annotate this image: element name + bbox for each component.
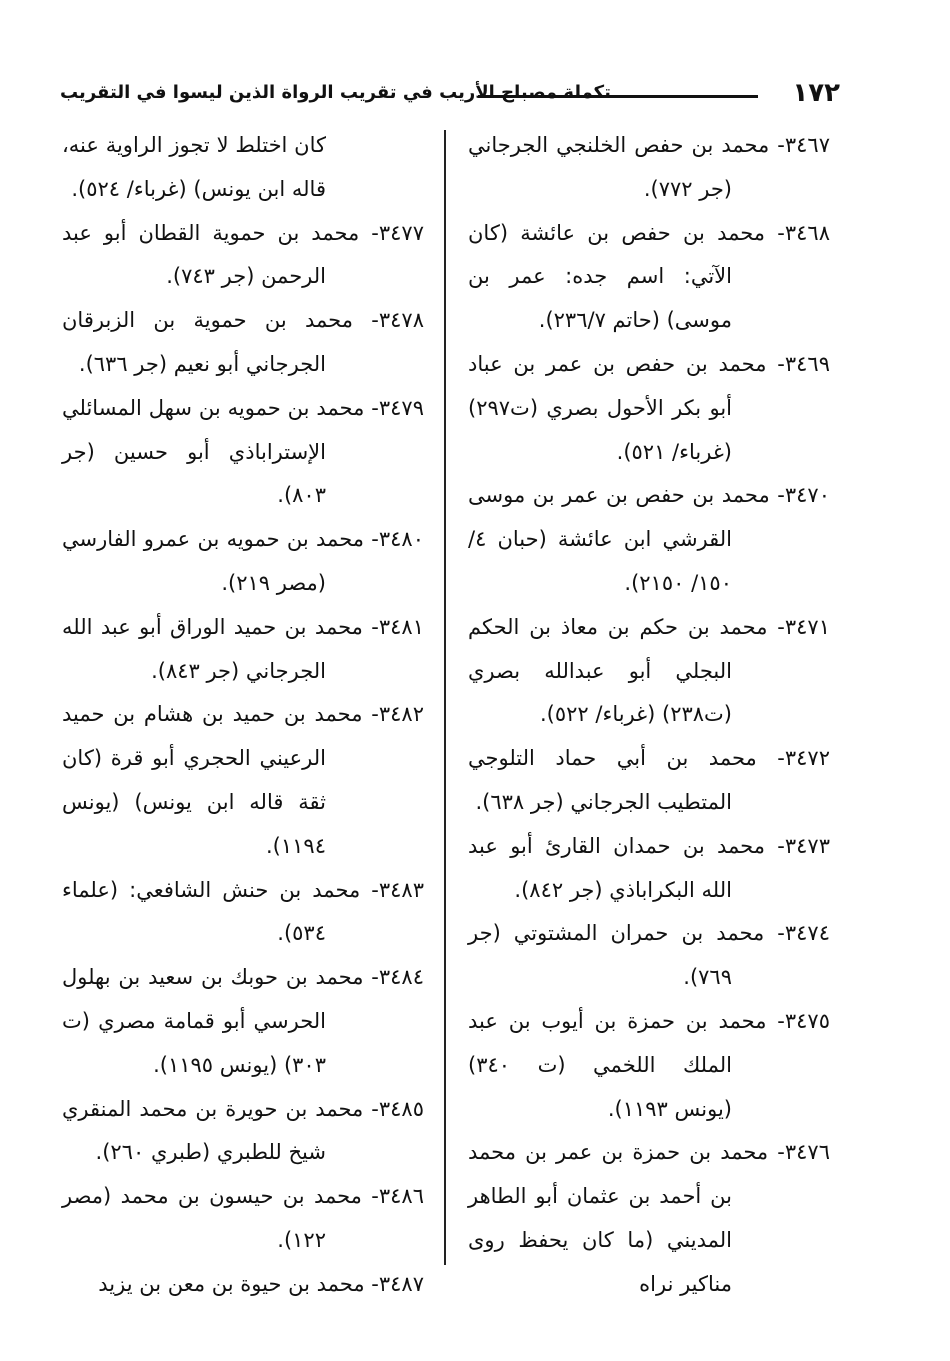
entry: ٣٤٧٣- محمد بن حمدان القارئ أبو عبد الله البكراباذي (جر ٨٤٢). [468, 833, 830, 902]
entry: ٣٤٧٨- محمد بن حموية بن الزبرقان الجرجاني أبو نعيم (جر ٦٣٦). [62, 308, 424, 376]
left-column [62, 124, 424, 1307]
entry: ٣٤٧٦- محمد بن حمزة بن عمر بن محمد بن أحمد بن عثمان أبو الطاهر المديني (ما كان يحفظ روى مناكير نراه [468, 1140, 830, 1296]
entry: ٣٤٧٩- محمد بن حمويه بن سهل المسائلي الإستراباذي أبو حسين (جر ٨٠٣). [62, 395, 424, 508]
column-divider [444, 130, 446, 1265]
entry: ٣٤٨٥- محمد بن حويرة بن محمد المنقري شيخ للطبري (طبري ٢٦٠). [62, 1096, 424, 1165]
entry: ٣٤٨١- محمد بن حميد الوراق أبو عبد الله الجرجاني (جر ٨٤٣). [62, 614, 424, 683]
entry: ٣٤٧١- محمد بن حكم بن معاذ بن الحكم البجلي أبو عبدالله بصري (ت٢٣٨) (غرباء/ ٥٢٢). [468, 614, 830, 727]
entry: ٣٤٧٥- محمد بن حمزة بن أيوب بن عبد الملك اللخمي (ت ٣٤٠) (يونس ١١٩٣). [468, 1008, 830, 1121]
entry: ٣٤٧٢- محمد بن أبي حماد التلوجي المتطيب الجرجاني (جر ٦٣٨). [468, 746, 830, 814]
entry: ٣٤٦٩- محمد بن حفص بن عمر بن عباد أبو بكر الأحول بصري (ت٢٩٧) (غرباء/ ٥٢١). [468, 351, 830, 464]
right-column [468, 124, 830, 1307]
entry: ٣٤٦٧- محمد بن حفص الخلنجي الجرجاني (جر ٧٧٢). [468, 133, 830, 201]
page-number: ١٧٢ [792, 78, 840, 108]
entry: ٣٤٨٣- محمد بن حنش الشافعي: (علماء ٥٣٤). [62, 877, 424, 946]
page-header [60, 78, 840, 114]
entry: ٣٤٦٨- محمد بن حفص بن عائشة (كان الآتي: اسم جده: عمر بن موسى) (حاتم ٢٣٦/٧). [468, 220, 830, 333]
entry: ٣٤٧٧- محمد بن حموية القطان أبو عبد الرحمن (جر ٧٤٣). [62, 220, 424, 289]
entry: ٣٤٨٦- محمد بن حيسون بن محمد (مصر ١٢٢). [62, 1184, 424, 1252]
entry: ٣٤٨٠- محمد بن حمويه بن عمرو الفارسي (مصر ٢١٩). [62, 527, 424, 595]
entry: ٣٤٧٠- محمد بن حفص بن عمر بن موسى القرشي ابن عائشة (حبان ٤/ ١٥٠/ ٢١٥٠). [468, 483, 830, 595]
entry: ٣٤٨٤- محمد بن حوبك بن سعيد بن بهلول الحرسي أبو قمامة مصري (ت ٣٠٣) (يونس ١١٩٥). [62, 965, 424, 1077]
running-title: تكملة مصباح الأريب في تقريب الرواة الذين ليسوا في التقريب [60, 82, 611, 103]
entry: ٣٤٧٤- محمد بن حمران المشتوتي (جر ٧٦٩). [468, 921, 830, 990]
entry: ٣٤٨٢- محمد بن حميد بن هشام بن حميد الرعيني الحجري أبو قرة (كان ثقة قاله ابن يونس) (يونس ١١٩٤). [62, 702, 424, 858]
entry: ٣٤٨٧- محمد بن حيوة بن معن بن يزيد [98, 1271, 424, 1296]
entry-continuation: كان اختلط لا تجوز الراوية عنه، قاله ابن يونس) (غرباء/ ٥٢٤). [62, 133, 326, 201]
